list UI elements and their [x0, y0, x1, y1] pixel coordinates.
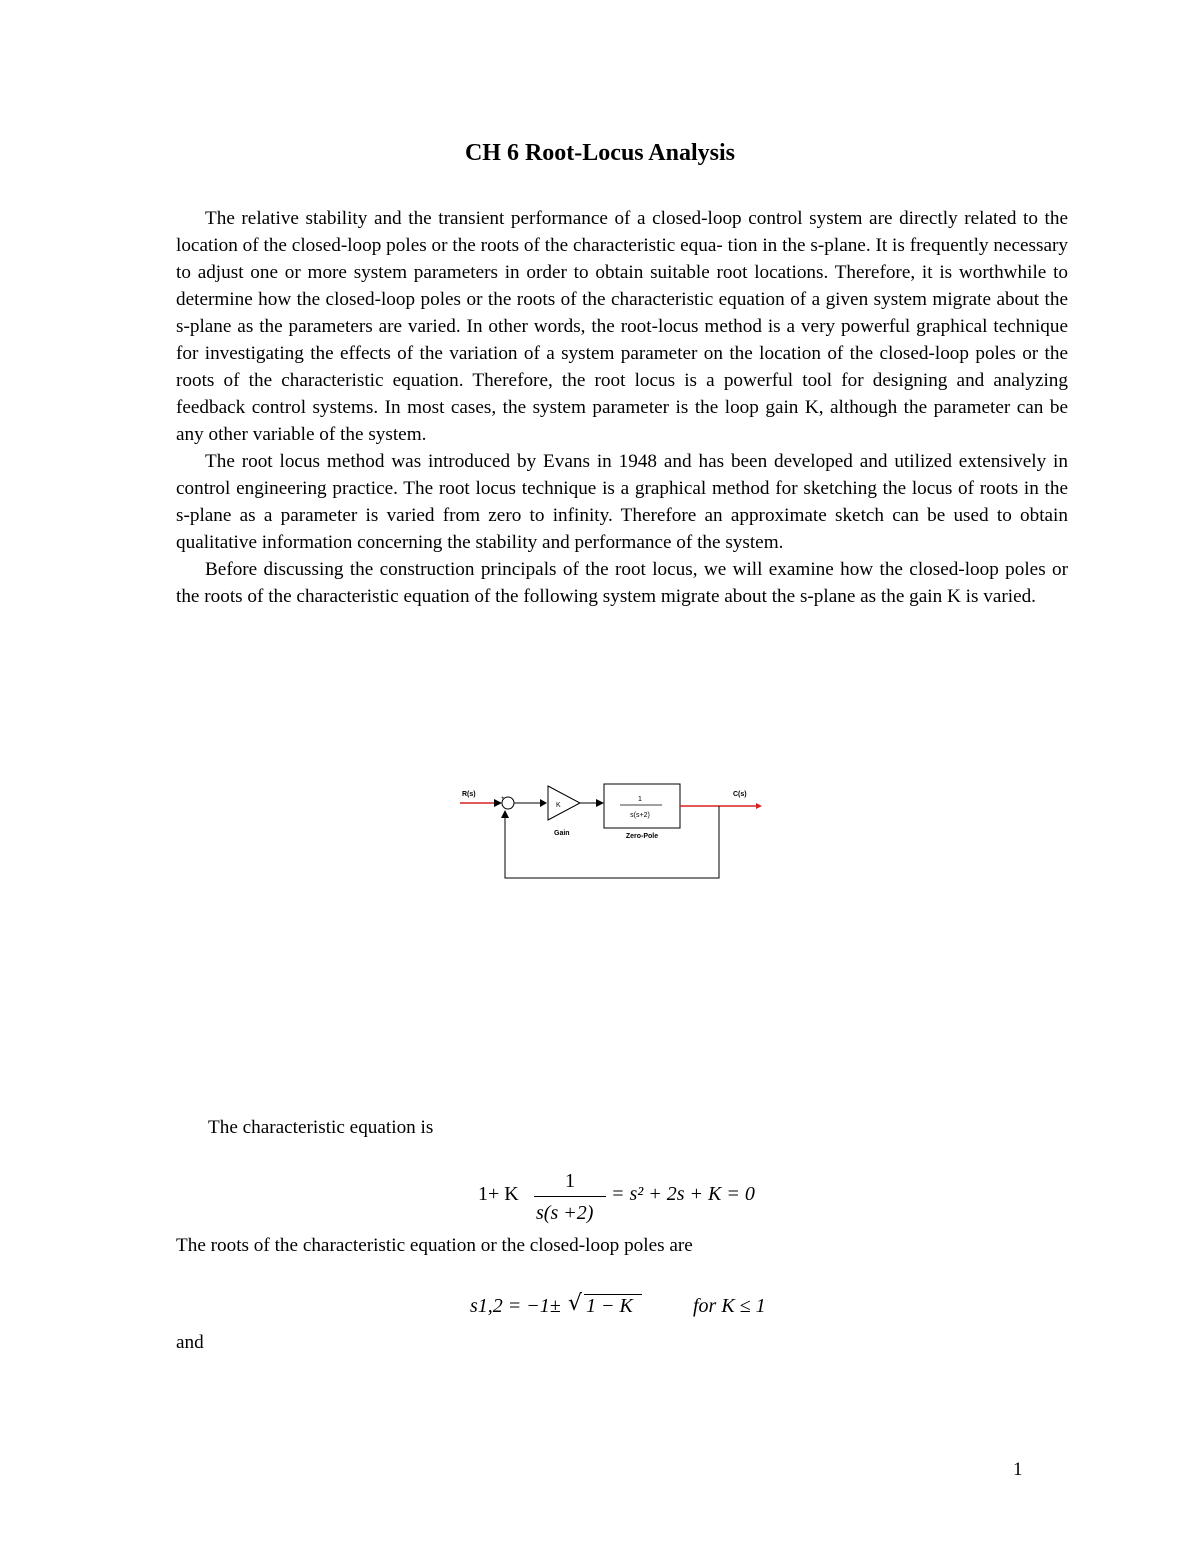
gain-input-arrow: [540, 799, 547, 807]
transfer-function-block: [604, 784, 680, 828]
input-label: R(s): [462, 791, 476, 798]
roots-eq-lhs: s1,2 = −1±: [470, 1295, 561, 1317]
and-text: and: [176, 1332, 204, 1353]
paragraph-1: The relative stability and the transient performance of a closed-loop control system are directly related to the location of the closed-loop poles or the roots of the characteristic equa- tion in the s-plane. It is frequently necessary to adjust one or more system parameters in order to obtain suitable root locations. Therefore, it is worthwhile to determine how the closed-loop poles or the roots of the characteristic equation of a given system migrate about the s-plane as the parameters are varied. In other words, the root-locus method is a very powerful graphical technique for investigating the effects of the variation of a system parameter on the location of the closed-loop poles or the roots of the characteristic equation. Therefore, the root locus is a powerful tool for designing and analyzing feedback control systems. In most cases, the system parameter is the loop gain K, although the parameter can be any other variable of the system.: [176, 208, 1068, 445]
tf-denominator: s(s+2): [630, 812, 650, 819]
roots-intro: The roots of the characteristic equation or the closed-loop poles are: [176, 1235, 693, 1256]
tf-label: Zero-Pole: [625, 833, 659, 840]
sum-plus-sign: +: [501, 796, 505, 802]
feedback-arrow: [501, 810, 509, 818]
char-eq-fraction-bar: [534, 1196, 606, 1197]
output-label: C(s): [733, 791, 747, 798]
paragraph-3: Before discussing the construction principals of the root locus, we will examine how the closed-loop poles or the roots of the characteristic equation of the following system migrate about the s-plane as the gain K is varied.: [176, 559, 1068, 607]
output-arrow: [756, 803, 762, 809]
char-eq-rhs: = s² + 2s + K = 0: [611, 1183, 755, 1205]
roots-eq-radicand: 1 − K: [586, 1295, 633, 1317]
tf-input-arrow: [596, 799, 604, 807]
gain-symbol: K: [556, 802, 561, 809]
char-eq-intro: The characteristic equation is: [208, 1117, 434, 1138]
char-eq-denominator: s(s +2): [536, 1202, 594, 1224]
char-eq-lhs: 1+ K: [478, 1183, 519, 1205]
page-title: CH 6 Root-Locus Analysis: [464, 140, 736, 166]
gain-label: Gain: [554, 830, 570, 837]
gain-block: [548, 786, 580, 820]
page-number: 1: [1013, 1459, 1023, 1480]
char-eq-numerator: 1: [565, 1170, 575, 1192]
intro-paragraphs: [176, 205, 1068, 610]
block-diagram: [450, 770, 780, 885]
sqrt-sign: √: [568, 1291, 583, 1316]
roots-eq-condition: for K ≤ 1: [693, 1295, 766, 1317]
paragraph-2: The root locus method was introduced by Evans in 1948 and has been developed and utilized extensively in control engineering practice. The root locus technique is a graphical method for sketching the locus of roots in the s-plane as a parameter is varied from zero to infinity. Therefore an approximate sketch can be used to obtain qualitative information concerning the stability and performance of the system.: [176, 451, 1068, 553]
tf-numerator: 1: [638, 796, 642, 803]
